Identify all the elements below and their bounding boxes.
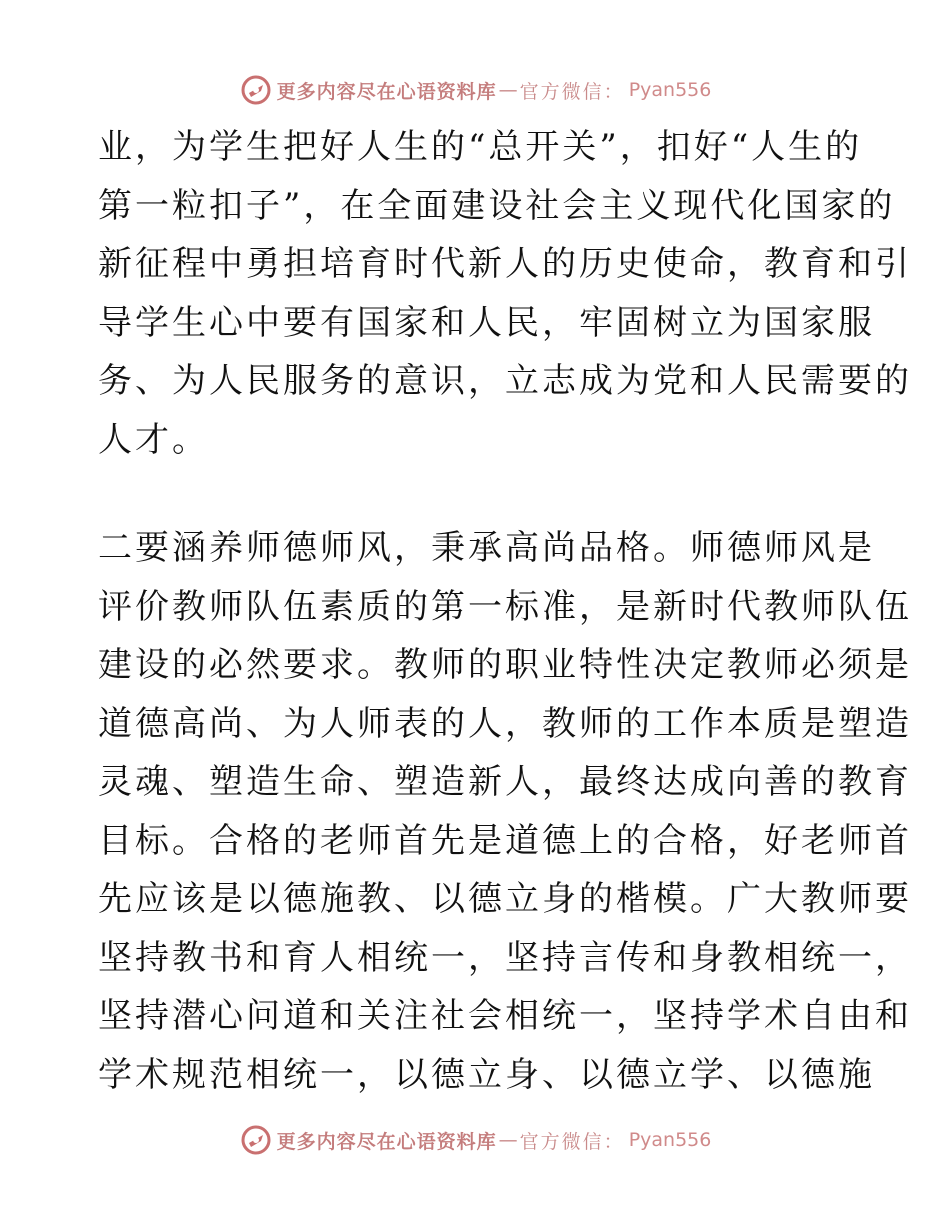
text-line: 学术规范相统一，以德立身、以德立学、以德施 [98,1054,875,1095]
paragraph-2 [98,519,912,1104]
text-line: 二要涵养师德师风，秉承高尚品格。师德师风是 [98,528,875,568]
watermark-label: 官方微信： [519,80,625,103]
book-logo-icon [239,73,273,107]
book-logo-icon [239,1123,273,1157]
watermark-account: Pyan556 [628,79,712,101]
text-line: 建设的必然要求。教师的职业特性决定教师必须是 [98,645,912,685]
text-line: 目标。合格的老师首先是道德上的合格，好老师首 [98,820,912,861]
watermark-account: Pyan556 [628,1129,712,1151]
text-line: 评价教师队伍素质的第一标准，是新时代教师队伍 [98,586,912,627]
watermark-label: 官方微信： [519,1130,625,1153]
text-line: 第一粒扣子”，在全面建设社会主义现代化国家的 [98,185,896,226]
document-body [98,118,912,1104]
text-line: 坚持教书和育人相统一，坚持言传和身教相统一， [98,937,912,978]
text-line: 灵魂、塑造生命、塑造新人，最终达成向善的教育 [98,762,912,802]
header-watermark [0,70,950,110]
text-line: 道德高尚、为人师表的人，教师的工作本质是塑造 [98,703,912,744]
footer-watermark [0,1120,950,1160]
watermark-brand: 更多内容尽在心语资料库 [276,1130,497,1153]
text-line: 坚持潜心问道和关注社会相统一，坚持学术自由和 [98,996,912,1036]
text-line: 导学生心中要有国家和人民，牢固树立为国家服 [98,302,875,343]
watermark-brand: 更多内容尽在心语资料库 [276,80,497,103]
text-line: 人才。 [98,419,209,460]
text-line: 新征程中勇担培育时代新人的历史使命，教育和引 [98,244,912,284]
paragraph-1 [98,118,912,469]
text-line: 业，为学生把好人生的“总开关”，扣好“人生的 [98,127,863,167]
watermark-separator: — [498,1129,518,1151]
watermark-separator: — [498,79,518,101]
text-line: 务、为人民服务的意识，立志成为党和人民需要的 [98,361,912,401]
text-line: 先应该是以德施教、以德立身的楷模。广大教师要 [98,879,912,919]
paragraph-spacer [98,469,858,519]
